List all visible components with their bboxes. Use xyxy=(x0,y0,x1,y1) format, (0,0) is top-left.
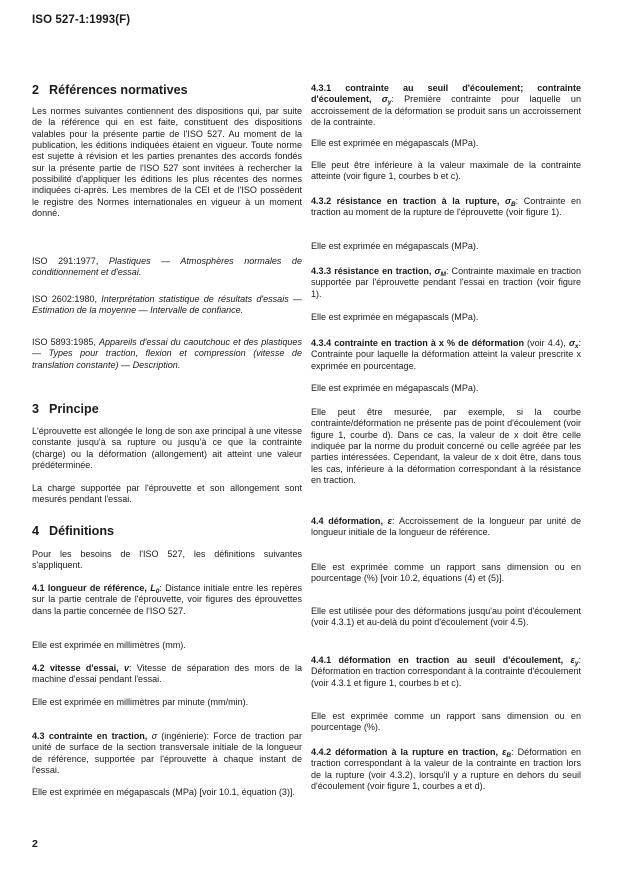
definition-4-3-4-note: Elle peut être mesurée, par exemple, si la courbe contrainte/déformation ne présente pas de point d'écoulement (voir figure 1, courbe d). Dans ce cas, la valeur de x doit être celle indiquée par la norme du produit concerné ou celle agréée par les parties intéressées. Cependant, la valeur de x doit être, dans tous les cas, inférieure à la déformation correspondant à la résistance en traction. xyxy=(311,407,581,486)
symbol: $\varepsilon_B$ xyxy=(502,747,512,759)
reference-title: Appareils d'essai du caoutchouc et des plastiques — Types pour traction, flexion et compression (vitesse de translation constante) — Description. xyxy=(32,337,302,370)
clause-number: 4.2 xyxy=(32,663,45,673)
section-2-heading xyxy=(32,83,188,97)
defined-term: déformation, xyxy=(328,516,383,526)
reference-iso-5893 xyxy=(32,337,302,371)
section-title: Références normatives xyxy=(49,83,188,97)
clause-number: 4.3.2 xyxy=(311,196,332,206)
clause-number: 4.4.2 xyxy=(311,747,332,757)
definition-4-3-1 xyxy=(311,83,581,128)
definition-text: : Contrainte maximale en traction supportée par l'éprouvette pendant l'essai en traction (voir figure 1). xyxy=(311,266,581,299)
defined-term: contrainte en traction à x % de déformation xyxy=(334,338,524,348)
definition-4-4-1-unit: Elle est exprimée comme un rapport sans dimension ou en pourcentage (%). xyxy=(311,711,581,733)
defined-term: résistance en traction à la rupture, xyxy=(336,196,500,206)
section-number: 2 xyxy=(32,83,40,97)
defined-term: déformation à la rupture en traction, xyxy=(335,747,499,757)
symbol: $\sigma_y$ xyxy=(381,94,392,107)
clause-number: 4.3.3 xyxy=(311,266,332,276)
definition-text: : Contrainte pour laquelle la déformation atteint la valeur prescrite x exprimée en pourcentage. xyxy=(311,338,582,371)
defined-term: résistance en traction, xyxy=(334,266,432,276)
section-4-heading xyxy=(32,524,114,538)
clause-number: 4.3.4 xyxy=(311,338,332,348)
reference-code: ISO 2602:1980, xyxy=(32,294,98,304)
definition-4-1-unit: Elle est exprimée en millimètres (mm). xyxy=(32,640,186,650)
reference-iso-2602 xyxy=(32,294,302,317)
definition-4-3-2-unit: Elle est exprimée en mégapascals (MPa). xyxy=(311,241,479,251)
definition-text: : Déformation en traction correspondant à la valeur de la contrainte en traction lors de la rupture (voir 4.3.2), lorsqu'il y a rupture en dehors du seuil d'écoulement (voir figure 1, courbes a et d). xyxy=(311,747,582,792)
definition-4-3-1-note: Elle peut être inférieure à la valeur maximale de la contrainte atteinte (voir figure 1, courbes b et c). xyxy=(311,160,581,182)
definition-4-2 xyxy=(32,663,302,686)
normative-references-paragraph: Les normes suivantes contiennent des dispositions qui, par suite de la référence qui en est faite, constituent des dispositions valables pour la présente partie de l'ISO 527. Au moment de la publication, les éditions indiquées étaient en vigueur. Toute norme est sujette à révision et les parties prenantes des accords fondés sur la présente partie de l'ISO 527 sont invitées à rechercher la possibilité d'appliquer les éditions les plus récentes des normes indiquées ci-après. Les membres de la CEI et de l'ISO possèdent le registre des Normes internationales en vigueur à un moment donné. xyxy=(32,106,302,219)
symbol: v xyxy=(123,663,129,673)
defined-term: contrainte au seuil d'écoulement; contrainte d'écoulement, xyxy=(311,83,581,105)
section-number: 4 xyxy=(32,524,40,538)
page-number: 2 xyxy=(32,838,38,850)
section-number: 3 xyxy=(32,402,40,416)
symbol: ε xyxy=(387,516,392,526)
defined-term: vitesse d'essai, xyxy=(49,663,119,673)
clause-number: 4.4 xyxy=(311,516,324,526)
clause-number: 4.1 xyxy=(32,583,45,593)
principle-paragraph-1: L'éprouvette est allongée le long de son axe principal à une vitesse constante jusqu'à sa rupture ou jusqu'à ce que la contrainte (charge) ou la déformation (allongement) ait atteint une valeur prédéterminée. xyxy=(32,426,302,471)
definition-4-3-unit: Elle est exprimée en mégapascals (MPa) [voir 10.1, équation (3)]. xyxy=(32,787,295,797)
defined-term: déformation en traction au seuil d'écoulement, xyxy=(338,655,564,665)
definitions-intro: Pour les besoins de l'ISO 527, les définitions suivantes s'appliquent. xyxy=(32,549,302,571)
definition-4-3-1-unit: Elle est exprimée en mégapascals (MPa). xyxy=(311,138,479,148)
definition-4-3 xyxy=(32,731,302,776)
definition-text: (ingénierie): Force de traction par unité de surface de la section transversale initiale de la longueur de référence, supportée par l'éprouvette à chaque instant de l'essai. xyxy=(32,731,302,776)
clause-number: 4.3 xyxy=(32,731,45,741)
definition-text: (voir 4.4), xyxy=(527,338,566,348)
clause-number: 4.4.1 xyxy=(311,655,332,665)
reference-title: Plastiques — Atmosphères normales de conditionnement et d'essai. xyxy=(32,256,302,278)
defined-term: contrainte en traction, xyxy=(48,731,148,741)
definition-4-4-note: Elle est utilisée pour des déformations jusqu'au point d'écoulement (voir 4.3.1) et au-delà du point d'écoulement (voir 4.5). xyxy=(311,606,581,628)
definition-text: : Première contrainte pour laquelle un accroissement de la déformation se produit sans un accroissement de la contrainte. xyxy=(311,94,581,128)
reference-iso-291 xyxy=(32,256,302,279)
definition-4-4-2 xyxy=(311,747,581,792)
reference-title: Interprétation statistique de résultats d'essais — Estimation de la moyenne — Intervalle de confiance. xyxy=(32,294,302,316)
symbol: $\sigma_M$ xyxy=(434,266,446,278)
clause-number: 4.3.1 xyxy=(311,83,332,93)
definition-4-3-4-unit: Elle est exprimée en mégapascals (MPa). xyxy=(311,383,479,393)
reference-code: ISO 5893:1985, xyxy=(32,337,96,347)
symbol: $L_0$ xyxy=(150,583,160,595)
symbol: $\varepsilon_y$ xyxy=(570,655,579,667)
definition-text: : Déformation en traction correspondant à la contrainte d'écoulement (voir 4.3.1 et figure 1, courbes b et c). xyxy=(311,655,582,688)
definition-4-2-unit: Elle est exprimée en millimètres par minute (mm/min). xyxy=(32,697,249,707)
definition-4-4 xyxy=(311,516,581,539)
definition-4-3-3 xyxy=(311,266,581,300)
section-title: Définitions xyxy=(49,524,115,538)
symbol: $\sigma_B$ xyxy=(504,196,516,208)
definition-4-4-unit: Elle est exprimée comme un rapport sans dimension ou en pourcentage (%) [voir 10.2, équations (4) et (5)]. xyxy=(311,562,581,584)
definition-text: : Contrainte en traction au moment de la rupture de l'éprouvette (voir figure 1). xyxy=(311,196,582,218)
page-header: ISO 527-1:1993(F) xyxy=(32,14,131,26)
definition-text: : Distance initiale entre les repères sur la partie centrale de l'éprouvette, voir figures des éprouvettes dans la partie concernée de l'ISO 527. xyxy=(32,583,302,616)
symbol: $\sigma_x$ xyxy=(568,338,579,350)
definition-text: : Vitesse de séparation des mors de la machine d'essai pendant l'essai. xyxy=(32,663,303,685)
definition-4-3-3-unit: Elle est exprimée en mégapascals (MPa). xyxy=(311,312,479,322)
definition-text: : Accroissement de la longueur par unité de longueur initiale de la longueur de référence. xyxy=(311,516,582,538)
reference-code: ISO 291:1977, xyxy=(32,256,99,266)
symbol: σ xyxy=(151,731,158,741)
definition-4-3-2 xyxy=(311,196,581,219)
section-title: Principe xyxy=(49,402,99,416)
section-3-heading xyxy=(32,402,99,416)
definition-4-1 xyxy=(32,583,302,617)
definition-4-4-1 xyxy=(311,655,581,689)
definition-4-3-4 xyxy=(311,338,581,372)
defined-term: longueur de référence, xyxy=(47,583,147,593)
principle-paragraph-2: La charge supportée par l'éprouvette et son allongement sont mesurés pendant l'essai. xyxy=(32,483,302,505)
